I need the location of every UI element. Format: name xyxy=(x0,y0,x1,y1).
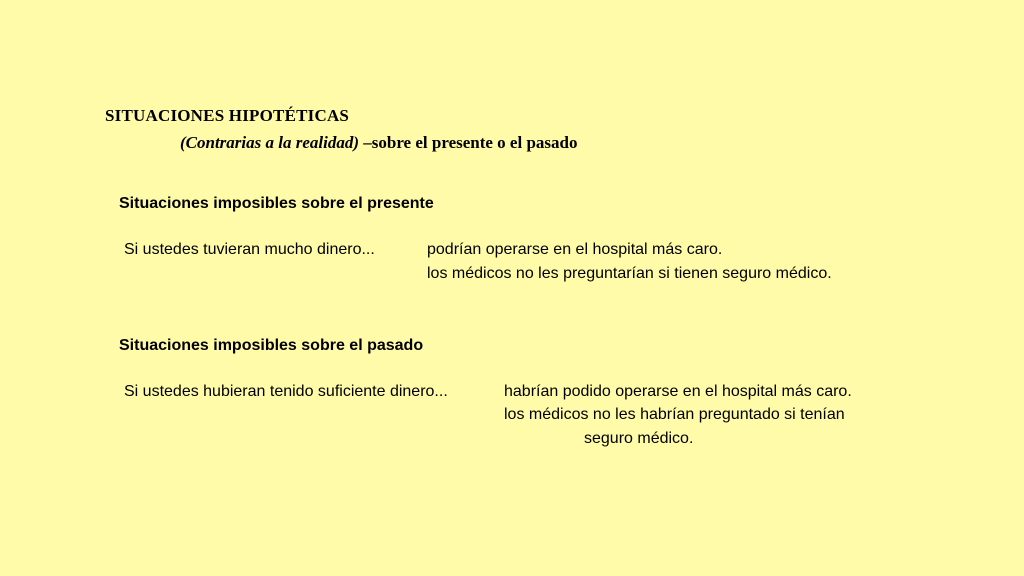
slide-subtitle xyxy=(180,134,577,151)
present-condition: Si ustedes tuvieran mucho dinero... xyxy=(124,241,375,258)
past-result-3: seguro médico. xyxy=(584,430,694,447)
present-result-2: los médicos no les preguntarían si tienen seguro médico. xyxy=(427,265,832,282)
past-result-2: los médicos no les habrían preguntado si tenían xyxy=(504,406,845,423)
slide-title: SITUACIONES HIPOTÉTICAS xyxy=(105,106,350,125)
present-heading: Situaciones imposibles sobre el presente xyxy=(119,195,434,212)
subtitle-italic: (Contrarias a la realidad) xyxy=(180,133,359,152)
past-heading: Situaciones imposibles sobre el pasado xyxy=(119,337,424,354)
subtitle-rest: –sobre el presente o el pasado xyxy=(359,133,578,152)
past-condition: Si ustedes hubieran tenido suficiente dinero... xyxy=(124,383,448,400)
past-result-1: habrían podido operarse en el hospital más caro. xyxy=(504,383,852,400)
present-result-1: podrían operarse en el hospital más caro. xyxy=(427,241,723,258)
